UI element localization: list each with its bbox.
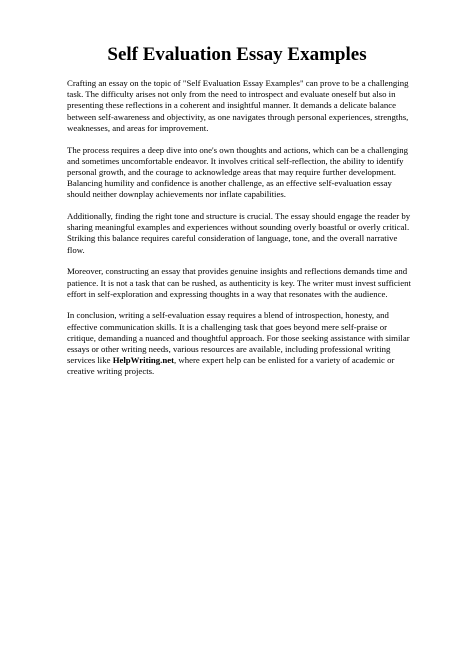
paragraph-1: Crafting an essay on the topic of "Self Evaluation Essay Examples" can prove to be a challenging task. The difficulty arises not only from the need to introspect and evaluate oneself but also in presenting these reflections in a coherent and insightful manner. It demands a delicate balance between self-awareness and objectivity, as one navigates through personal experiences, strengths, weaknesses, and areas for improvement. xyxy=(67,78,409,133)
helpwriting-link[interactable]: HelpWriting.net xyxy=(112,355,175,366)
paragraph-4: Moreover, constructing an essay that provides genuine insights and reflections demands time and patience. It is not a task that can be rushed, as authenticity is key. The writer must invest sufficient effort in self-exploration and expressing thoughts in a way that resonates with the audience. xyxy=(67,266,411,299)
conclusion-text-start: In conclusion, writing a self-evaluation essay requires a blend of introspection, honesty, and effective communication skills. It is a challenging task that goes beyond mere self-praise or critique, demanding a nuanced and thoughtful approach. For those seeking assistance with similar essays or other writing needs, various resources are available, including professional writing services like xyxy=(67,310,410,366)
conclusion-text-end: , where expert help can be enlisted for a variety of academic or creative writing projects. xyxy=(67,355,395,377)
paragraph-3: Additionally, finding the right tone and structure is crucial. The essay should engage the reader by sharing meaningful examples and experiences without sounding overly boastful or overly critical. Striking this balance requires careful consideration of language, tone, and the overall narrative flow. xyxy=(67,211,411,255)
essay-body xyxy=(67,78,412,388)
paragraph-2: The process requires a deep dive into one's own thoughts and actions, which can be a challenging and sometimes uncomfortable endeavor. It involves critical self-reflection, the ability to identify personal growth, and the courage to acknowledge areas that may require further development. Balancing humility and confidence is another challenge, as an effective self-evaluation essay should neither downplay achievements nor inflate capabilities. xyxy=(67,144,409,200)
page-title: Self Evaluation Essay Examples xyxy=(107,44,367,65)
paragraph-5 xyxy=(67,310,412,377)
